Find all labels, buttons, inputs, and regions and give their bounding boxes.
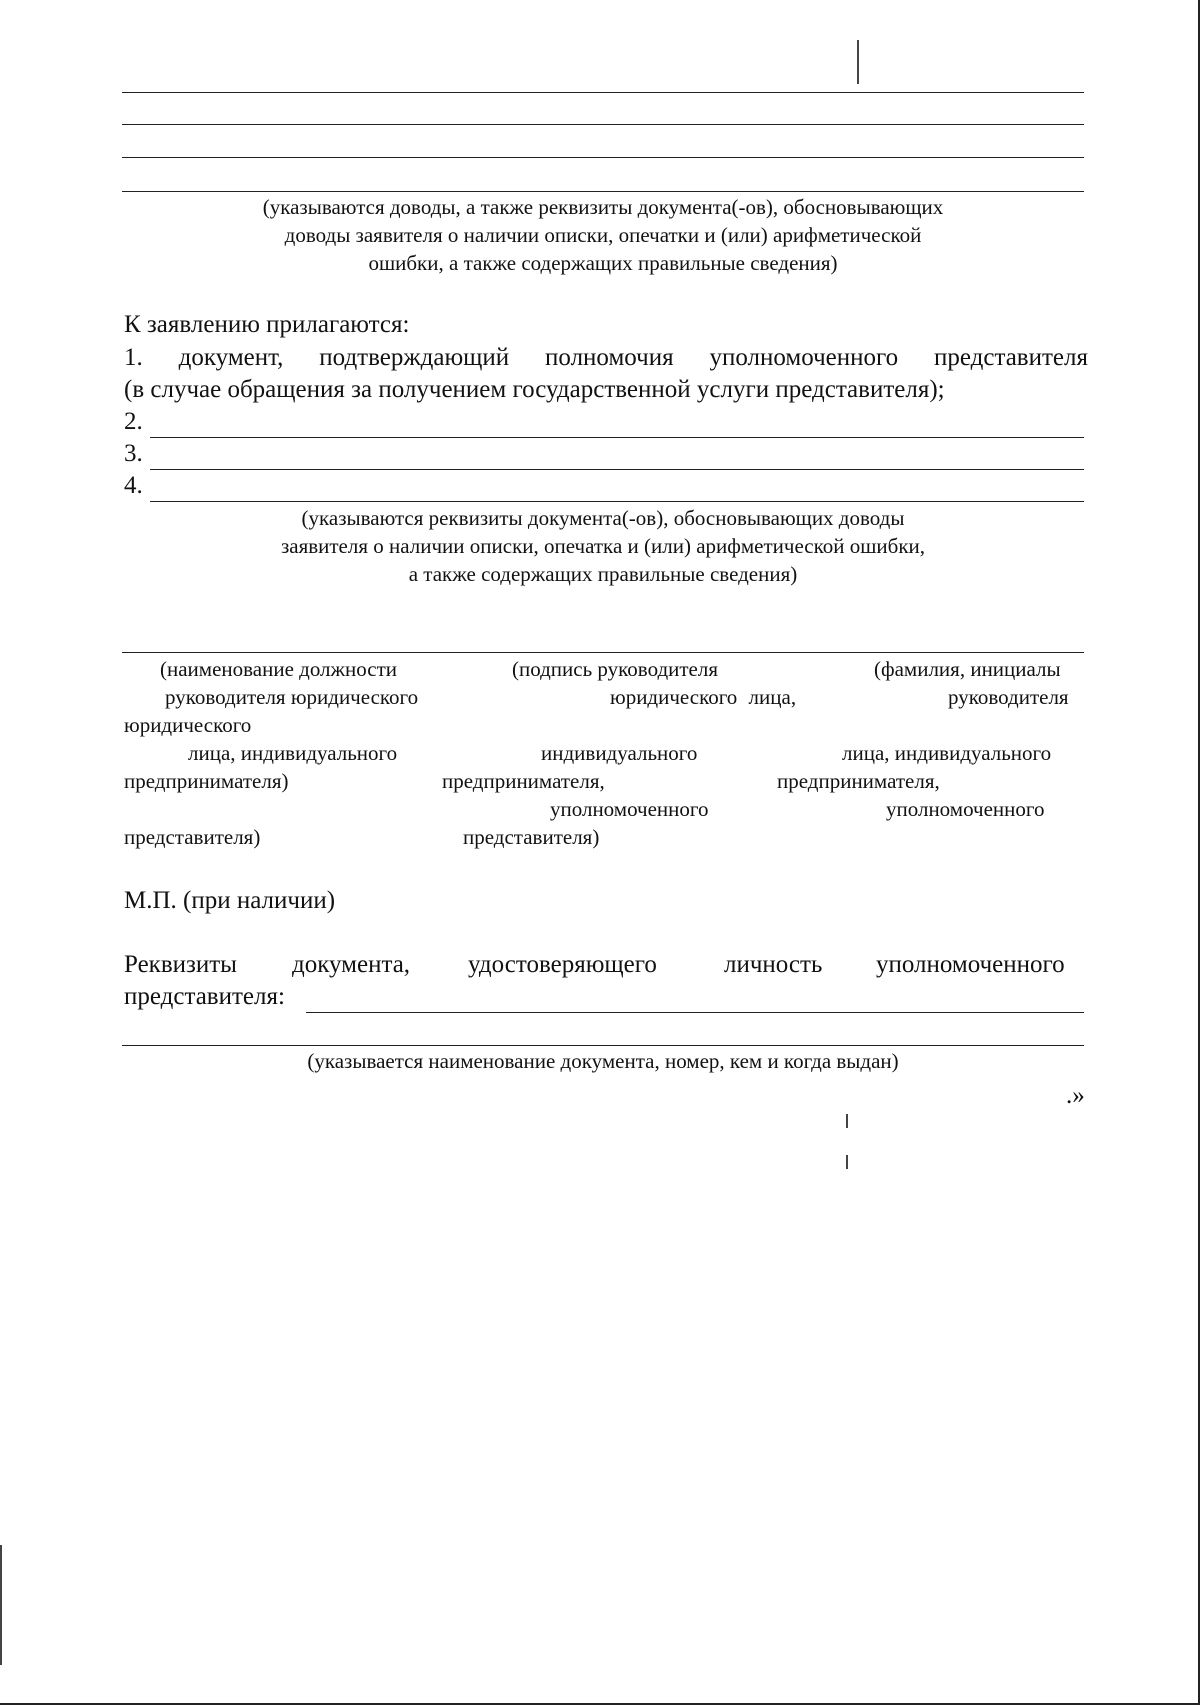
attachment-line-2[interactable] [150,437,1084,438]
id-doc-note: (указывается наименование документа, номер, кем и когда выдан) [307,1049,899,1073]
attachment-number-3: 3. [124,440,143,467]
id-doc-word-2: документа, [292,951,411,978]
attachment-line-4[interactable] [150,501,1084,502]
attachments-note-line: а также содержащих правильные сведения) [408,562,798,586]
sig-mid-line-1: (подпись руководителя [512,657,719,681]
attachments-note [122,504,1084,588]
id-doc-word-4: личность [724,951,823,978]
reasons-note-line: (указываются доводы, а также реквизиты документа(-ов), обосновывающих [262,195,944,219]
sig-left-line-6: представителя) [124,825,261,849]
id-doc-word-1: Реквизиты [124,951,237,978]
sig-mid-line-2: юридического лица, [610,685,797,709]
sig-left-line-4: лица, индивидуального [188,741,398,765]
fill-line-1[interactable] [122,92,1084,93]
attachments-heading: К заявлению прилагаются: [124,311,410,338]
sig-mid-line-3: индивидуального [541,741,698,765]
signature-line[interactable] [122,652,1084,653]
reasons-note-line: доводы заявителя о наличии описки, опечатки и (или) арифметической [284,223,922,247]
scan-mark [0,1545,2,1665]
sig-left-line-5: предпринимателя) [124,769,289,793]
sig-right-line-2: руководителя [948,685,1069,709]
id-doc-label: представителя: [124,983,285,1010]
attachment-item-1-line-1: 1. документ, подтверждающий полномочия уполномоченного представителя [124,344,1088,371]
attachment-number-4: 4. [124,472,143,499]
sig-mid-line-4: предпринимателя, [442,769,605,793]
fill-line-2[interactable] [122,124,1084,125]
scan-mark [846,1114,848,1128]
id-doc-line-2[interactable] [122,1045,1084,1046]
id-doc-line-1[interactable] [306,1012,1084,1013]
sig-mid-line-5: уполномоченного [550,797,709,821]
sig-right-line-3: лица, индивидуального [842,741,1052,765]
sig-right-line-5: уполномоченного [886,797,1045,821]
reasons-note [122,193,1084,277]
fill-line-3[interactable] [122,157,1084,158]
sig-right-line-1: (фамилия, инициалы [874,657,1061,681]
closing-quote: .» [1066,1082,1085,1109]
seal-label: М.П. (при наличии) [124,887,336,914]
sig-mid-line-6: представителя) [463,825,600,849]
sig-right-line-4: предпринимателя, [777,769,940,793]
attachment-item-1-line-2: (в случае обращения за получением государственной услуги представителя); [124,376,945,403]
sig-left-line-2: руководителя юридического [165,685,419,709]
attachments-note-line: (указываются реквизиты документа(-ов), обосновывающих доводы [301,506,905,530]
attachment-number-2: 2. [124,408,143,435]
attachment-line-3[interactable] [150,469,1084,470]
id-doc-word-5: уполномоченного [876,951,1065,978]
scan-mark [857,40,859,84]
sig-left-line-3: юридического [124,713,252,737]
scan-mark [846,1155,848,1169]
fill-line-4[interactable] [122,191,1084,192]
id-doc-word-3: удостоверяющего [468,951,657,978]
sig-left-line-1: (наименование должности [160,657,398,681]
attachments-note-line: заявителя о наличии описки, опечатка и (или) арифметической ошибки, [280,534,926,558]
reasons-note-line: ошибки, а также содержащих правильные сведения) [368,251,838,275]
